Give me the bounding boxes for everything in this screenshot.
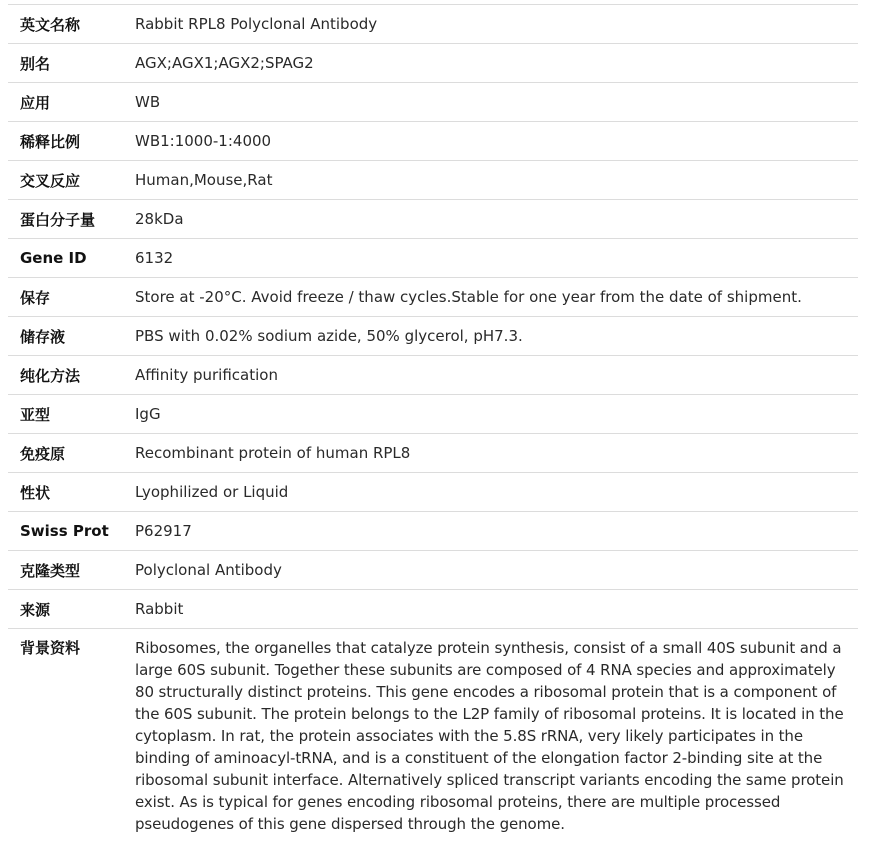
spec-label: 交叉反应 [20, 171, 81, 190]
spec-label: 别名 [20, 54, 51, 73]
spec-row-background [8, 629, 858, 835]
spec-row-storage-buffer [8, 317, 858, 356]
spec-value: PBS with 0.02% sodium azide, 50% glycerol, pH7.3. [135, 327, 523, 345]
product-spec-table [8, 4, 858, 835]
spec-value: 28kDa [135, 210, 184, 228]
spec-row-swiss-prot [8, 512, 858, 551]
spec-row-molecular-weight [8, 200, 858, 239]
spec-row-host [8, 590, 858, 629]
spec-label: 稀释比例 [20, 132, 81, 151]
spec-value: Polyclonal Antibody [135, 561, 282, 579]
spec-value: IgG [135, 405, 161, 423]
spec-value: Rabbit [135, 600, 184, 618]
spec-row-alias [8, 44, 858, 83]
spec-value: Lyophilized or Liquid [135, 483, 289, 501]
spec-label: 克隆类型 [20, 561, 81, 580]
spec-value: Recombinant protein of human RPL8 [135, 444, 411, 462]
spec-value: Affinity purification [135, 366, 278, 384]
spec-value: AGX;AGX1;AGX2;SPAG2 [135, 54, 314, 72]
spec-label: 性状 [20, 483, 51, 502]
spec-value: P62917 [135, 522, 192, 540]
spec-value: 6132 [135, 249, 174, 267]
spec-row-clonality [8, 551, 858, 590]
spec-value: Store at -20°C. Avoid freeze / thaw cycles.Stable for one year from the date of shipment. [135, 288, 802, 306]
spec-label: 英文名称 [20, 15, 81, 34]
spec-label: 来源 [20, 600, 51, 619]
spec-label: 免疫原 [20, 444, 66, 463]
spec-label: 亚型 [20, 405, 51, 424]
spec-value-background-text: Ribosomes, the organelles that catalyze protein synthesis, consist of a small 40S subunit and a large 60S subunit. Together these subunits are composed of 4 RNA species and approximately 80 structurally distinct proteins. This gene encodes a ribosomal protein that is a component of the 60S subunit. The protein belongs to the L2P family of ribosomal proteins. It is located in the cytoplasm. In rat, the protein associates with the 5.8S rRNA, very likely participates in the binding of aminoacyl-tRNA, and is a constituent of the elongation factor 2-binding site at the ribosomal subunit interface. Alternatively spliced transcript variants encoding the same protein exist. As is typical for genes encoding ribosomal proteins, there are multiple processed pseudogenes of this gene dispersed through the genome. [135, 639, 844, 833]
spec-label: Gene ID [20, 249, 87, 267]
spec-value: WB1:1000-1:4000 [135, 132, 272, 150]
spec-row-storage [8, 278, 858, 317]
spec-label: 蛋白分子量 [20, 210, 96, 229]
spec-label: 背景资料 [20, 639, 81, 657]
spec-label: 应用 [20, 93, 51, 112]
spec-row-form [8, 473, 858, 512]
spec-row-english-name [8, 5, 858, 44]
spec-row-immunogen [8, 434, 858, 473]
spec-row-gene-id [8, 239, 858, 278]
spec-value: WB [135, 93, 161, 111]
spec-row-dilution [8, 122, 858, 161]
spec-row-purification [8, 356, 858, 395]
spec-value: Rabbit RPL8 Polyclonal Antibody [135, 15, 378, 33]
spec-label: 保存 [20, 288, 51, 307]
spec-value: Human,Mouse,Rat [135, 171, 273, 189]
spec-label: Swiss Prot [20, 522, 109, 540]
spec-row-application [8, 83, 858, 122]
spec-row-isotype [8, 395, 858, 434]
spec-label: 储存液 [20, 327, 66, 346]
spec-label: 纯化方法 [20, 366, 81, 385]
spec-row-cross-reactivity [8, 161, 858, 200]
